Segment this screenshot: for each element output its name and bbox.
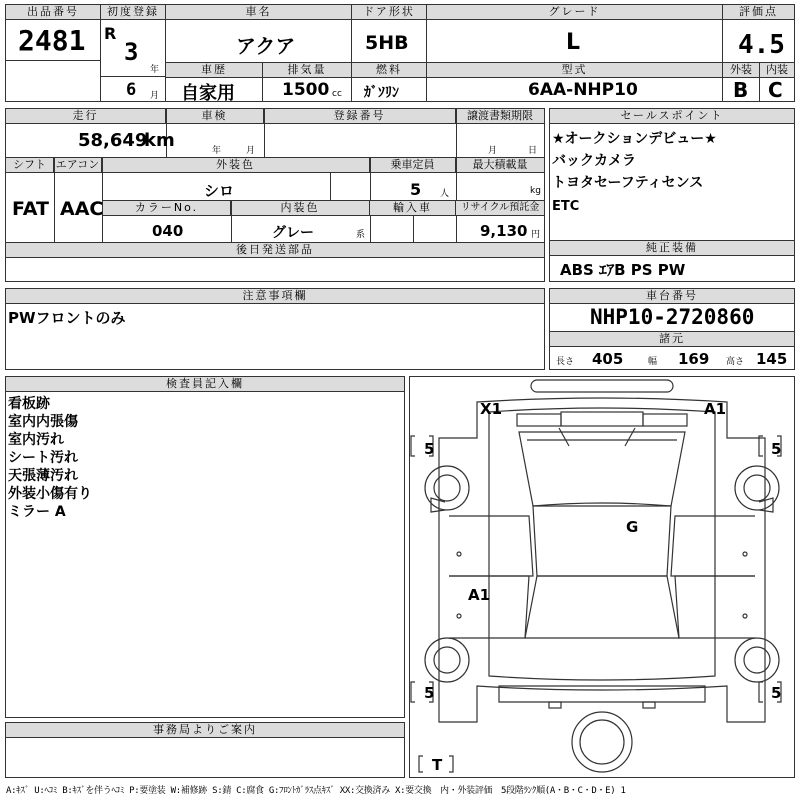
chassis-label: 車台番号	[550, 289, 794, 304]
grade-label: グレード	[427, 5, 722, 20]
model-label: 型式	[427, 63, 722, 78]
max-load-unit: kg	[530, 186, 541, 196]
blank-cell	[5, 60, 101, 102]
mileage-unit: km	[144, 130, 175, 151]
exterior-color-label: 外装色	[102, 158, 370, 173]
interior-grade: C	[768, 78, 783, 102]
interior-color: グレー	[272, 225, 314, 241]
recycle-fee-label: リサイクル預託金	[456, 201, 544, 216]
later-parts-label: 後日発送部品	[6, 243, 544, 258]
inspector-line: シート汚れ	[8, 450, 78, 466]
tire-rear-left: 5	[424, 684, 435, 702]
year-unit: 年	[150, 65, 160, 75]
grade: L	[566, 30, 581, 55]
sales-point-1: ★オークションデビュー★	[552, 131, 717, 147]
inspector-line: 室内内張傷	[8, 414, 78, 430]
history-label: 車歴	[166, 63, 262, 78]
transfer-deadline-label: 譲渡書類期限	[456, 109, 544, 124]
shift: FAT	[12, 198, 49, 220]
registration-year: 3	[124, 38, 139, 66]
lot-number-label: 出品番号	[6, 5, 100, 20]
history: 自家用	[181, 83, 235, 104]
color-no-label: カラーNo.	[103, 201, 231, 216]
score: 4.5	[738, 30, 785, 60]
height: 145	[756, 350, 788, 368]
equipment-value: ABS ｴｱB PS PW	[560, 261, 686, 279]
capacity-unit: 人	[440, 189, 450, 199]
legend: A:ｷｽﾞ U:ﾍｺﾐ B:ｷｽﾞを伴うﾍｺﾐ P:要塗装 W:補修跡 S:錆 C:腐食 G:ﾌﾛﾝﾄｶﾞﾗｽ点ｷｽﾞ XX:交換済み X:要交換 内・外装評価 5段階ﾗﾝｸ順(A・B・C・D・E) 1	[6, 786, 626, 796]
sales-points-label: セールスポイント	[550, 109, 794, 124]
ac: AAC	[60, 198, 104, 220]
notice-text: PWフロントのみ	[8, 309, 126, 327]
length: 405	[592, 350, 624, 368]
height-label: 高さ	[726, 357, 745, 367]
era: R	[104, 24, 117, 43]
tire-rear-right: 5	[771, 684, 782, 702]
transfer-day-unit: 日	[528, 146, 538, 156]
transfer-month-unit: 月	[488, 146, 498, 156]
damage-mark-a1-side: A1	[468, 586, 491, 604]
damage-mark-x1: X1	[480, 400, 503, 418]
interior-grade-label: 内装	[760, 63, 794, 78]
ac-label: エアコン	[54, 158, 102, 173]
import-label: 輸入車	[370, 201, 456, 216]
interior-suffix: 系	[356, 230, 366, 240]
recycle-fee: 9,130	[480, 222, 528, 240]
sales-point-2: バックカメラ	[552, 153, 636, 169]
width: 169	[678, 350, 710, 368]
inspector-line: 天張薄汚れ	[8, 468, 78, 484]
exterior-grade: B	[733, 78, 749, 102]
capacity: 5	[410, 180, 422, 199]
inspection-month-unit: 月	[246, 146, 256, 156]
recycle-unit: 円	[531, 230, 541, 240]
lot-number: 2481	[18, 24, 86, 57]
dimensions-label: 諸元	[550, 331, 794, 347]
sales-point-3: トヨタセーフティセンス	[552, 175, 704, 191]
registration-no-label: 登録番号	[264, 109, 456, 124]
displacement-unit: cc	[332, 89, 342, 99]
length-label: 長さ	[556, 357, 575, 367]
damage-mark-g: G	[626, 518, 639, 536]
door-type: 5HB	[365, 32, 409, 54]
exterior-color: シロ	[204, 182, 235, 200]
max-load-label: 最大積載量	[456, 158, 544, 173]
car-diagram	[409, 376, 795, 778]
width-label: 幅	[648, 357, 658, 367]
inspection-label: 車検	[166, 109, 264, 124]
registration-month: 6	[126, 80, 137, 100]
capacity-label: 乗車定員	[370, 158, 456, 173]
inspector-line: ミラー A	[8, 504, 66, 520]
exterior-grade-label: 外装	[723, 63, 759, 78]
mileage: 58,649	[78, 130, 148, 151]
color-no: 040	[152, 222, 184, 240]
mileage-label: 走行	[6, 109, 166, 124]
car-name: アクア	[236, 34, 296, 58]
car-name-label: 車名	[166, 5, 351, 20]
tire-front-left: 5	[424, 440, 435, 458]
notice-label: 注意事項欄	[6, 289, 544, 304]
office-label: 事務局よりご案内	[6, 723, 404, 738]
inspector-notes	[8, 395, 92, 521]
chassis-number: NHP10-2720860	[590, 305, 755, 329]
model: 6AA-NHP10	[528, 80, 638, 100]
inspector-line: 外装小傷有り	[8, 486, 92, 502]
tire-front-right: 5	[771, 440, 782, 458]
displacement: 1500	[282, 80, 330, 100]
inspector-label: 検査員記入欄	[6, 377, 404, 392]
score-label: 評価点	[723, 5, 794, 20]
first-registration-label: 初度登録	[101, 5, 165, 20]
fuel-label: 燃料	[352, 63, 426, 78]
inspector-line: 看板跡	[8, 396, 50, 412]
displacement-label: 排気量	[263, 63, 351, 78]
spare-tire: T	[432, 756, 443, 774]
door-type-label: ドア形状	[352, 5, 426, 20]
inspector-line: 室内汚れ	[8, 432, 64, 448]
month-unit: 月	[150, 91, 160, 101]
equipment-label: 純正装備	[550, 241, 794, 256]
sales-point-4: ETC	[552, 199, 580, 214]
shift-label: シフト	[6, 158, 54, 173]
fuel: ｶﾞｿﾘﾝ	[364, 85, 399, 101]
interior-color-label: 内装色	[231, 201, 370, 216]
inspection-year-unit: 年	[212, 146, 222, 156]
damage-mark-a1-front: A1	[704, 400, 727, 418]
